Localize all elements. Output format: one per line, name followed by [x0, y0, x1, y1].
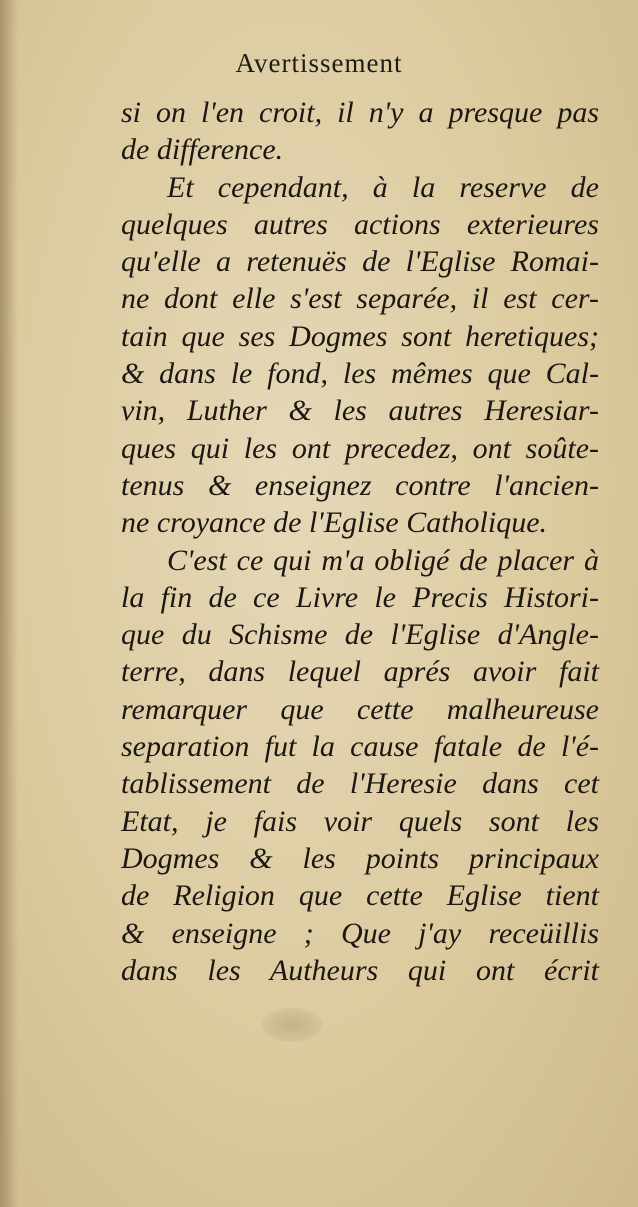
- text-line: & dans le fond, les mêmes que Cal-: [121, 357, 599, 391]
- text-line: ques qui les ont precedez, ont soûte-: [121, 431, 599, 465]
- text-line: Etat, je fais voir quels sont les: [121, 804, 599, 838]
- text-line: de Religion que cette Eglise tient: [121, 879, 599, 913]
- text-line: ne dont elle s'est separée, il est cer-: [121, 282, 599, 316]
- text-line: tenus & enseignez contre l'ancien-: [121, 468, 599, 502]
- text-line: tain que ses Dogmes sont heretiques;: [121, 319, 599, 353]
- text-line: & enseigne ; Que j'ay receüillis: [121, 916, 599, 950]
- text-line: separation fut la cause fatale de l'é-: [121, 730, 599, 764]
- text-line: quelques autres actions exterieures: [121, 207, 599, 241]
- text-line: qu'elle a retenuës de l'Eglise Romai-: [121, 245, 599, 279]
- text-line: la fin de ce Livre le Precis Histori-: [121, 580, 599, 614]
- text-line: terre, dans lequel aprés avoir fait: [121, 655, 599, 689]
- text-line: vin, Luther & les autres Heresiar-: [121, 394, 599, 428]
- text-line: de difference.: [121, 133, 284, 167]
- text-line: Dogmes & les points principaux: [121, 841, 599, 875]
- binding-gutter: [0, 0, 18, 1207]
- text-line: si on l'en croit, il n'y a presque pas: [121, 96, 599, 129]
- text-line: remarquer que cette malheureuse: [121, 692, 599, 726]
- running-head: Avertissement: [235, 48, 403, 78]
- text-line: C'est ce qui m'a obligé de placer à: [167, 543, 599, 577]
- body-text: [121, 94, 599, 989]
- text-line: Et cependant, à la reserve de: [167, 170, 599, 204]
- text-line: que du Schisme de l'Eglise d'Angle-: [121, 618, 599, 652]
- ink-smudge: [262, 1008, 322, 1042]
- text-line: ne croyance de l'Eglise Catholique.: [121, 506, 548, 540]
- text-line: dans les Autheurs qui ont écrit: [121, 953, 599, 987]
- text-line: tablissement de l'Heresie dans cet: [121, 767, 599, 801]
